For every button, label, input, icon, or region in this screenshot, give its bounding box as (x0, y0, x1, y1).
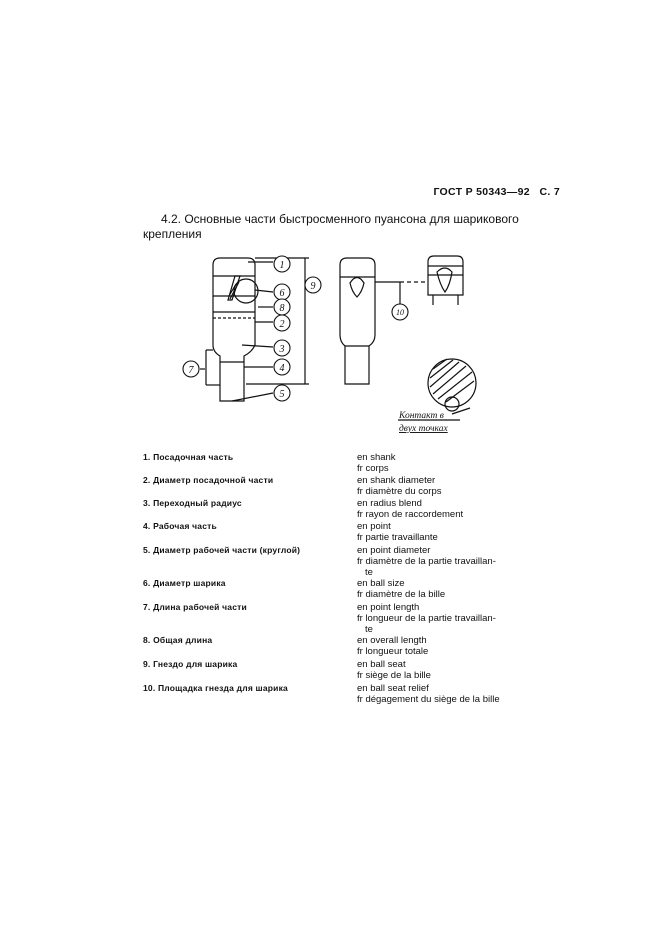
term-ru: 9. Гнездо для шарика (143, 659, 238, 669)
callout-6: 6 (279, 288, 285, 299)
term-ru: 6. Диаметр шарика (143, 578, 226, 588)
term-en: en shank (357, 452, 396, 463)
right-detail-view (400, 256, 463, 305)
callout-10: 10 (396, 308, 404, 317)
center-punch-outline (340, 258, 375, 384)
term-ru: 4. Рабочая часть (143, 521, 217, 531)
term-ru: 3. Переходный радиус (143, 498, 242, 508)
callout-9: 9 (310, 281, 316, 292)
callout-7: 7 (188, 365, 194, 376)
callout-3: 3 (279, 344, 285, 355)
term-en: en ball size (357, 578, 405, 589)
document-id: ГОСТ Р 50343—92 (433, 186, 530, 198)
term-fr: fr siège de la bille (357, 670, 431, 681)
callout-2: 2 (279, 319, 285, 330)
callout-1: 1 (279, 260, 285, 271)
left-punch-outline (213, 258, 258, 401)
term-en: en overall length (357, 635, 427, 646)
page-number: С. 7 (539, 186, 560, 198)
callout-8: 8 (279, 303, 285, 314)
section-title: 4.2. Основные части быстросменного пуансона для шарикового крепления (143, 212, 519, 241)
term-en: en point diameter (357, 545, 431, 556)
term-fr: fr partie travaillante (357, 532, 438, 543)
term-en: en point length (357, 602, 420, 613)
term-ru: 5. Диаметр рабочей части (круглой) (143, 545, 301, 555)
term-fr: fr diamètre de la partie travaillan- te (357, 556, 496, 578)
term-en: en ball seat (357, 659, 406, 670)
term-fr: fr diamètre de la bille (357, 589, 446, 600)
term-ru: 1. Посадочная часть (143, 452, 234, 462)
callout-5: 5 (279, 389, 285, 400)
term-en: en shank diameter (357, 475, 436, 486)
term-ru: 2. Диаметр посадочной части (143, 475, 274, 485)
term-fr: fr rayon de raccordement (357, 509, 464, 520)
term-en: en ball seat relief (357, 683, 429, 694)
term-fr: fr dégagement du siège de la bille (357, 694, 500, 705)
term-fr: fr longueur totale (357, 646, 429, 657)
term-fr: fr corps (357, 463, 389, 474)
term-en: en point (357, 521, 391, 532)
term-ru: 10. Площадка гнезда для шарика (143, 683, 288, 693)
contact-annotation-line1: Контакт в (399, 411, 444, 421)
callout-4: 4 (279, 363, 285, 374)
term-ru: 8. Общая длина (143, 635, 213, 645)
term-fr: fr longueur de la partie travaillan- te (357, 613, 496, 635)
term-fr: fr diamètre du corps (357, 486, 442, 497)
term-en: en radius blend (357, 498, 422, 509)
term-ru: 7. Длина рабочей части (143, 602, 247, 612)
contact-annotation-line2: двух точках (399, 424, 448, 434)
